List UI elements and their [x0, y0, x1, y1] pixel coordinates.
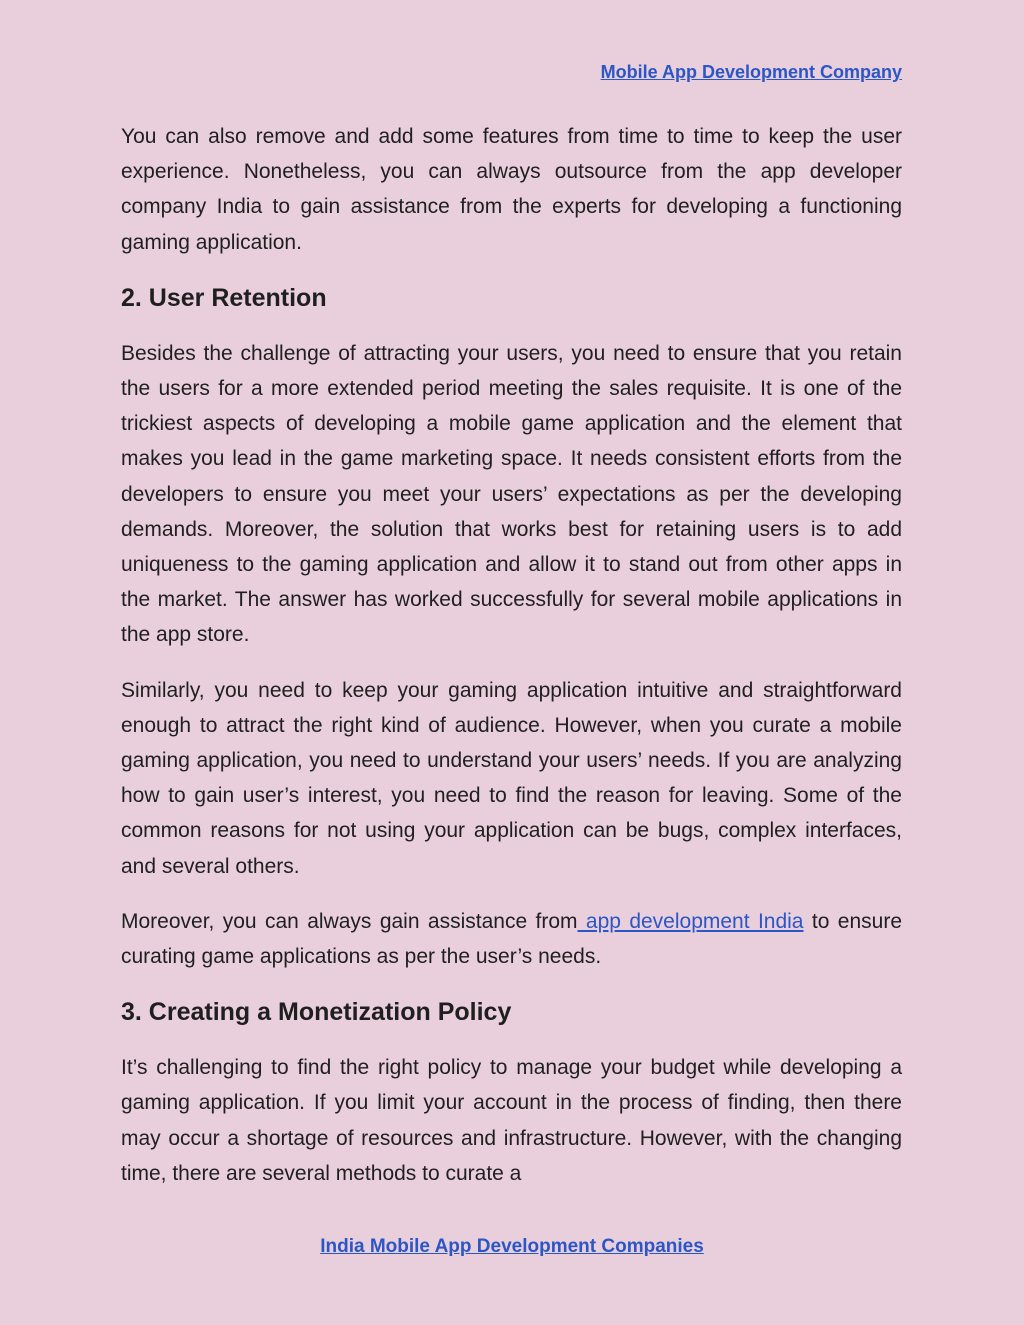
intro-paragraph: You can also remove and add some features from time to time to keep the user experience. Nonetheless, you can always outsource from the app developer company India to gain assistance from the experts for developing a functioning gaming application.: [121, 125, 902, 254]
header-link[interactable]: Mobile App Development Company: [600, 62, 902, 82]
document-body: [121, 119, 902, 1211]
footer: [0, 1236, 1024, 1258]
monetization-paragraph-1: It’s challenging to find the right policy to manage your budget while developing a gaming application. If you limit your account in the process of finding, then there may occur a shortage of resources and infrastructure. However, with the changing time, there are several methods to curate a: [121, 1056, 902, 1185]
paragraph-text-before-link: Moreover, you can always gain assistance from: [121, 909, 578, 933]
user-retention-paragraph-2: Similarly, you need to keep your gaming application intuitive and straightforward enough to attract the right kind of audience. However, when you curate a mobile gaming application, you need to understand your users’ needs. If you are analyzing how to gain user’s interest, you need to find the reason for leaving. Some of the common reasons for not using your application can be bugs, complex interfaces, and several others.: [121, 678, 902, 878]
document-page: [121, 0, 902, 1325]
footer-link[interactable]: India Mobile App Development Companies: [320, 1236, 704, 1257]
section-heading-monetization-policy: 3. Creating a Monetization Policy: [121, 998, 512, 1027]
app-development-india-link[interactable]: app development India: [577, 909, 804, 933]
user-retention-paragraph-1: Besides the challenge of attracting your users, you need to ensure that you retain the users for a more extended period meeting the sales requisite. It is one of the trickiest aspects of developing a mobile game application and the element that makes you lead in the game marketing space. It needs consistent efforts from the developers to ensure you meet your users’ expectations as per the developing demands. Moreover, the solution that works best for retaining users is to add uniqueness to the gaming application and allow it to stand out from other apps in the market. The answer has worked successfully for several mobile applications in the app store.: [121, 341, 902, 647]
section-heading-user-retention: 2. User Retention: [121, 283, 327, 312]
user-retention-paragraph-3: [121, 904, 902, 974]
paragraph-text-after-link: to ensure curating game applications as per the user’s needs.: [121, 909, 902, 969]
